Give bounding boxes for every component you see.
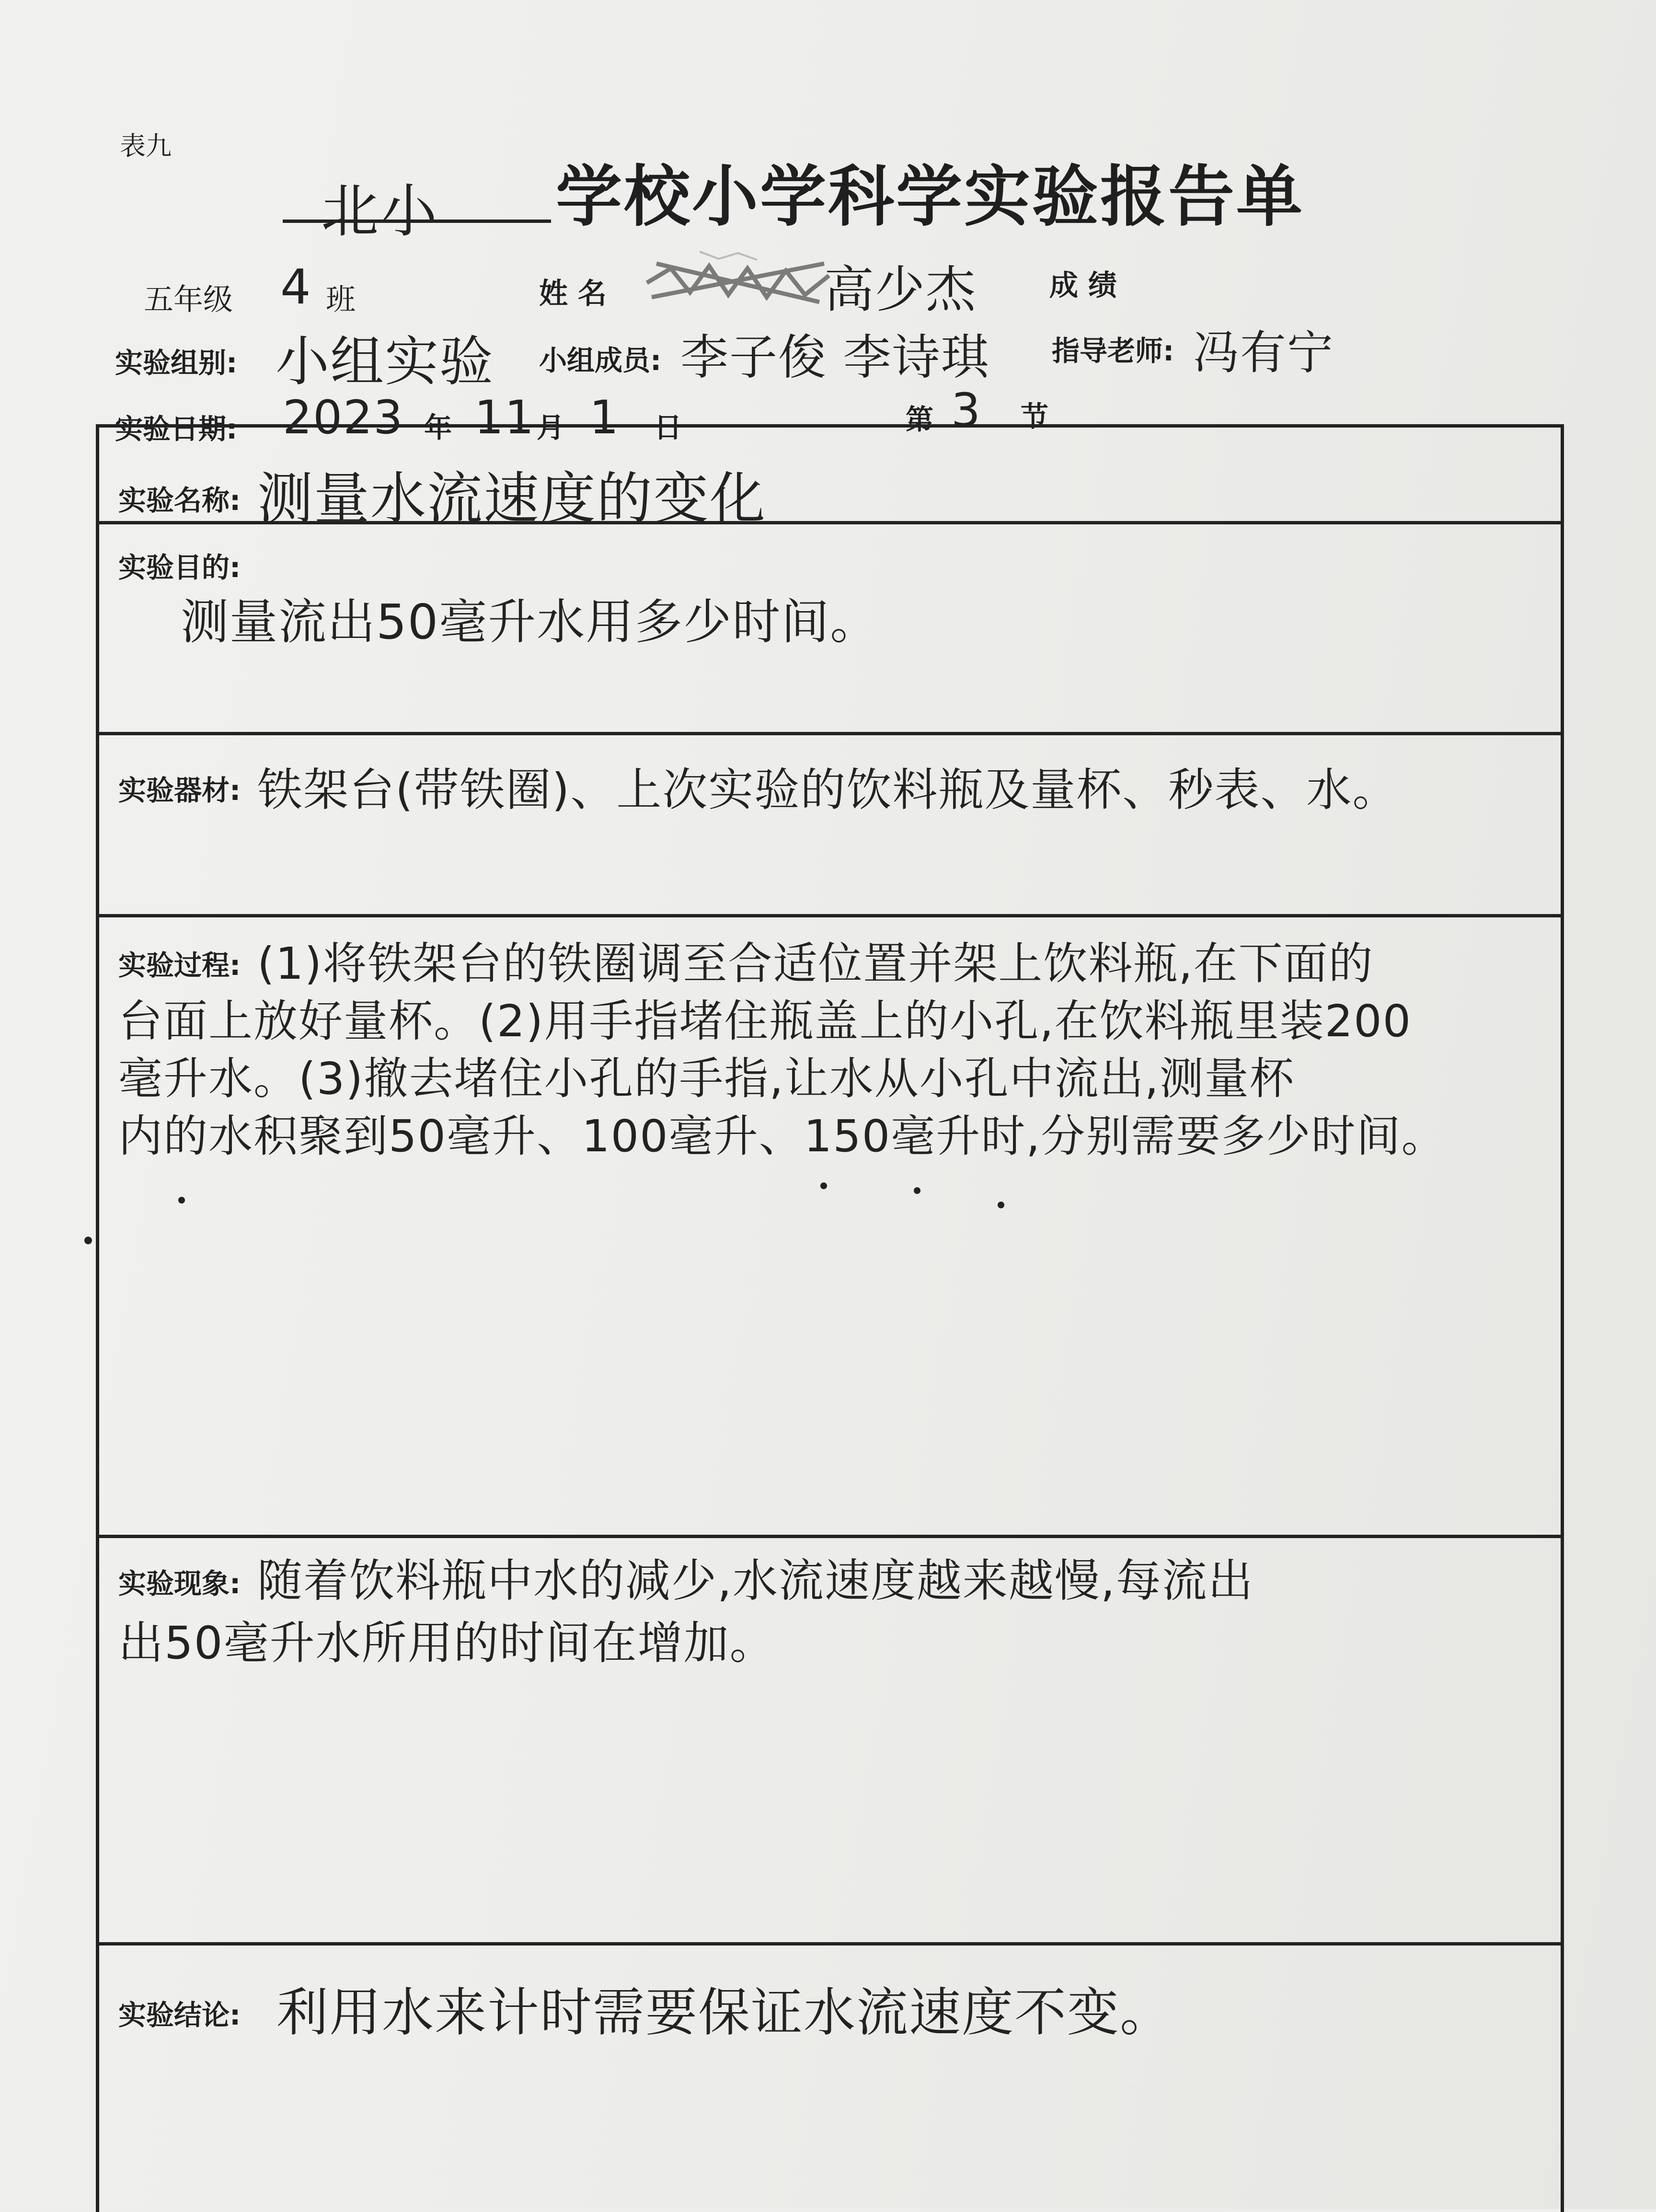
ink-dot (820, 1182, 827, 1189)
section-conclusion (99, 1942, 1561, 2212)
section-purpose (99, 521, 1561, 735)
class-suffix: 班 (326, 282, 356, 317)
date-month: 11 (474, 391, 535, 444)
month-label: 月 (537, 411, 565, 444)
name-label: 姓 名 (539, 277, 607, 311)
group-label: 实验组别: (115, 347, 238, 379)
ink-dot (84, 1237, 92, 1244)
group-value: 小组实验 (276, 331, 494, 393)
phenomenon-line-1: 随着饮料瓶中水的减少,水流速度越来越慢,每流出 (257, 1555, 1254, 1607)
process-line-3: 毫升水。(3)撤去堵住小孔的手指,让水从小孔中流出,测量杯 (118, 1053, 1295, 1104)
period-suffix: 节 (1021, 400, 1049, 433)
experiment-name-label: 实验名称: (118, 484, 241, 517)
class-number: 4 (280, 259, 312, 315)
section-phenomenon (99, 1535, 1561, 1946)
section-process (99, 914, 1561, 1538)
report-title: 学校小学科学实验报告单 (556, 158, 1305, 235)
teacher-label: 指导老师: (1052, 335, 1174, 367)
process-line-4: 内的水积聚到50毫升、100毫升、150毫升时,分别需要多少时间。 (118, 1111, 1447, 1162)
process-line-2: 台面上放好量杯。(2)用手指堵住瓶盖上的小孔,在饮料瓶里装200 (118, 996, 1412, 1047)
process-line-1: (1)将铁架台的铁圈调至合适位置并架上饮料瓶,在下面的 (257, 938, 1374, 989)
score-label: 成 绩 (1049, 269, 1117, 302)
ink-dot (178, 1197, 185, 1204)
crossed-out-name-scribble (642, 249, 834, 316)
conclusion-text: 利用水来计时需要保证水流速度不变。 (276, 1983, 1173, 2043)
purpose-label: 实验目的: (118, 551, 241, 584)
ink-dot (998, 1202, 1004, 1208)
period-number: 3 (951, 383, 982, 437)
teacher-name: 冯有宁 (1193, 326, 1334, 380)
date-day: 1 (589, 391, 620, 444)
conclusion-label: 实验结论: (118, 1999, 241, 2031)
year-label: 年 (424, 411, 452, 444)
school-name: 北小 (321, 178, 438, 245)
materials-label: 实验器材: (118, 774, 241, 807)
ink-dot (914, 1187, 920, 1194)
purpose-text: 测量流出50毫升水用多少时间。 (181, 594, 879, 650)
experiment-name-value: 测量水流速度的变化 (257, 466, 766, 531)
form-code: 表九 (120, 131, 172, 161)
grade-label: 五年级 (144, 282, 233, 317)
section-experiment-name (99, 428, 1561, 531)
period-prefix: 第 (906, 403, 934, 436)
process-label: 实验过程: (118, 949, 241, 982)
section-materials (99, 732, 1561, 917)
date-label: 实验日期: (115, 413, 238, 445)
phenomenon-label: 实验现象: (118, 1567, 241, 1600)
day-label: 日 (654, 411, 682, 444)
date-year: 2023 (283, 391, 404, 444)
student-name: 高少杰 (824, 260, 977, 319)
members-label: 小组成员: (539, 344, 662, 377)
report-table (96, 424, 1564, 2212)
materials-text: 铁架台(带铁圈)、上次实验的饮料瓶及量杯、秒表、水。 (257, 764, 1399, 816)
school-name-underline (283, 220, 551, 223)
phenomenon-line-2: 出50毫升水所用的时间在增加。 (118, 1617, 776, 1669)
members-value: 李子俊 李诗琪 (680, 329, 990, 385)
